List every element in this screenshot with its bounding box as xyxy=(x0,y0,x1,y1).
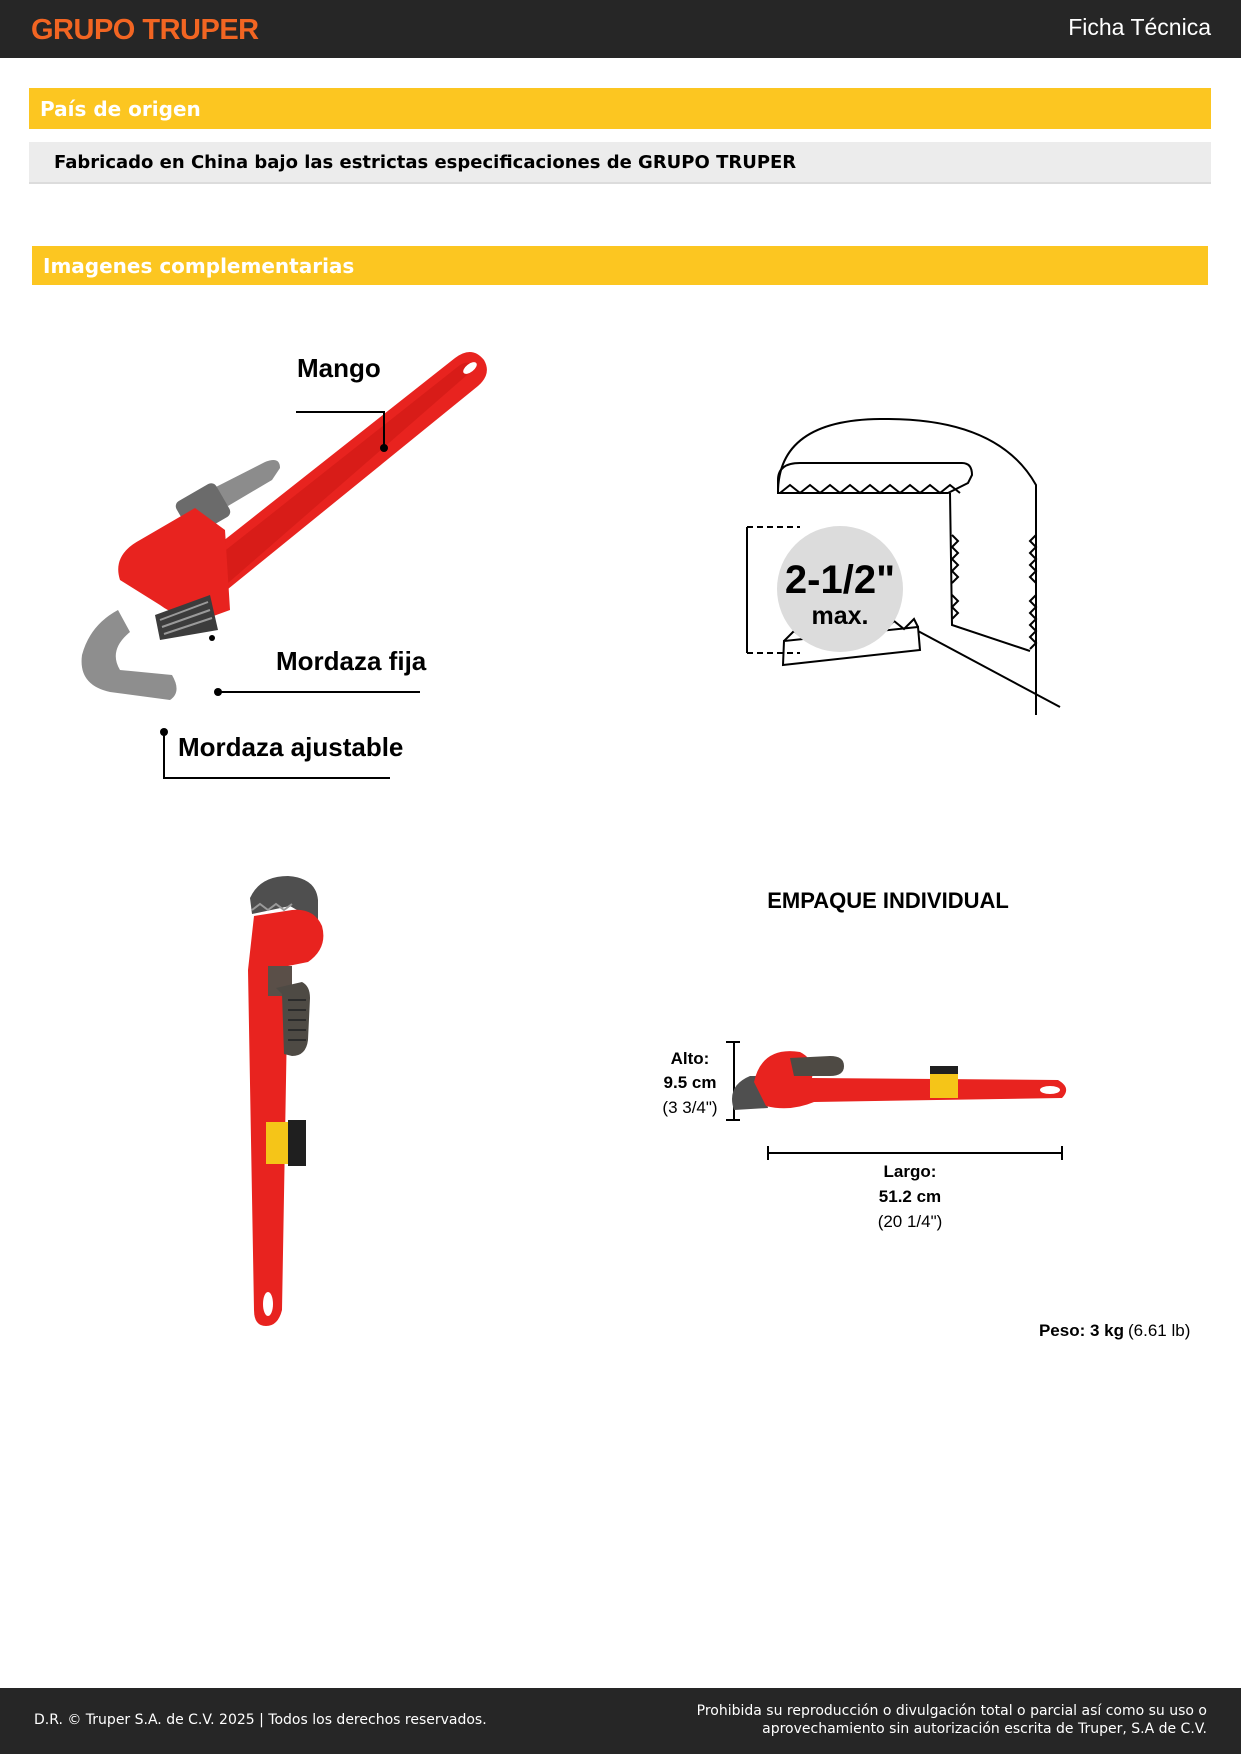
fixed-jaw-label: Mordaza fija xyxy=(276,646,427,676)
document-type: Ficha Técnica xyxy=(1068,14,1211,40)
handle-label: Mango xyxy=(297,353,381,383)
jaw-capacity-diagram xyxy=(740,415,1070,715)
height-cm: 9.5 cm xyxy=(663,1073,717,1092)
packaging-dimensions xyxy=(650,880,1240,1350)
header-bar xyxy=(0,0,1241,58)
origin-text: Fabricado en China bajo las estrictas especificaciones de GRUPO TRUPER xyxy=(29,142,1211,184)
capacity-size: 2-1/2" xyxy=(784,558,896,602)
footer-notice-line2: aprovechamiento sin autorización escrita de Truper, S.A de C.V. xyxy=(762,1721,1207,1737)
footer xyxy=(0,1688,1241,1754)
length-cm: 51.2 cm xyxy=(878,1187,942,1206)
height-in: (3 3/4") xyxy=(662,1098,718,1117)
images-section-title: Imagenes complementarias xyxy=(32,246,1208,285)
brand-logo: GRUPO TRUPER xyxy=(31,14,259,46)
wrench-parts-diagram xyxy=(60,340,540,780)
svg-text:Peso: 3 kg xyxy=(1039,1321,1124,1340)
adjustable-jaw-label: Mordaza ajustable xyxy=(178,732,404,762)
weight-label: Peso: 3 kg xyxy=(1038,1321,1124,1340)
footer-copyright: D.R. © Truper S.A. de C.V. 2025 | Todos los derechos reservados. xyxy=(34,1712,487,1728)
weight-lb: (6.61 lb) xyxy=(1128,1321,1191,1340)
wrench-product-photo xyxy=(230,870,370,1330)
capacity-max: max. xyxy=(811,602,869,630)
origin-section-title: País de origen xyxy=(29,88,1211,129)
footer-notice-line1: Prohibida su reproducción o divulgación total o parcial así como su uso o xyxy=(696,1703,1207,1719)
length-label: Largo: xyxy=(883,1162,937,1181)
height-label: Alto: xyxy=(670,1049,710,1068)
packaged-wrench-photo xyxy=(732,1051,1066,1110)
packaging-title: EMPAQUE INDIVIDUAL xyxy=(767,888,1009,913)
footer-notice xyxy=(647,1702,1207,1738)
length-in: (20 1/4") xyxy=(877,1212,943,1231)
